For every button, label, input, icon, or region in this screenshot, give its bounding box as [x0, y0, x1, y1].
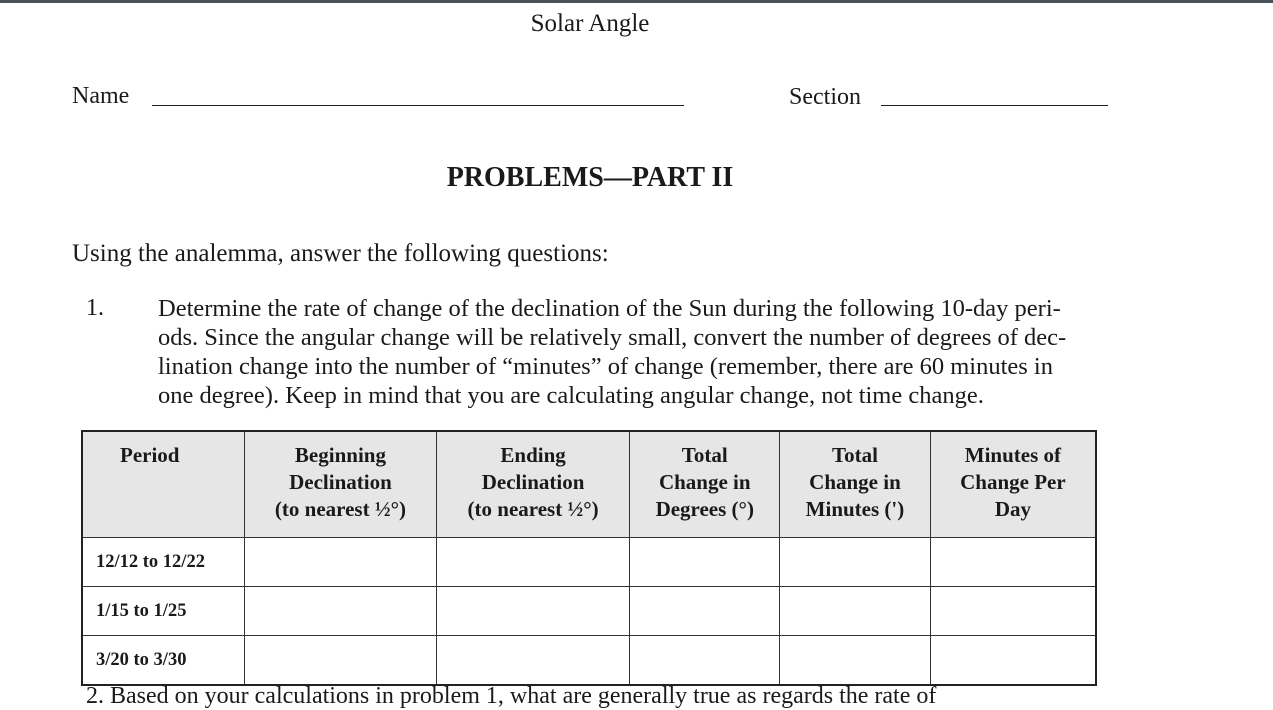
header-total-change-degrees: Total Change in Degrees (°)	[630, 431, 780, 538]
total-change-minutes-cell[interactable]	[780, 538, 931, 587]
header-minutes-per-day: Minutes of Change Per Day	[930, 431, 1096, 538]
beginning-declination-cell[interactable]	[245, 636, 437, 686]
header-ending-declination: Ending Declination (to nearest ½°)	[436, 431, 630, 538]
problems-heading: PROBLEMS—PART II	[446, 162, 734, 193]
intro-instruction: Using the analemma, answer the following questions:	[72, 240, 609, 267]
minutes-per-day-cell[interactable]	[930, 636, 1096, 686]
section-label: Section	[789, 84, 861, 110]
total-change-minutes-cell[interactable]	[780, 587, 931, 636]
total-change-minutes-cell[interactable]	[780, 636, 931, 686]
total-change-degrees-cell[interactable]	[630, 636, 780, 686]
name-label: Name	[72, 83, 130, 109]
total-change-degrees-cell[interactable]	[630, 587, 780, 636]
total-change-degrees-cell[interactable]	[630, 538, 780, 587]
next-question-text: 2. Based on your calculations in problem 1, what are generally true as regards the rate of	[86, 683, 937, 709]
header-total-change-minutes: Total Change in Minutes (')	[780, 431, 931, 538]
period-cell: 3/20 to 3/30	[82, 636, 245, 686]
table-header-row	[82, 431, 1096, 538]
question-text	[158, 294, 1118, 410]
ending-declination-cell[interactable]	[436, 587, 630, 636]
ending-declination-cell[interactable]	[436, 538, 630, 587]
minutes-per-day-cell[interactable]	[930, 538, 1096, 587]
section-blank-line	[881, 105, 1108, 106]
beginning-declination-cell[interactable]	[245, 587, 437, 636]
minutes-per-day-cell[interactable]	[930, 587, 1096, 636]
name-blank-line	[152, 105, 684, 106]
page-header-title: Solar Angle	[530, 10, 650, 37]
table-row	[82, 636, 1096, 686]
question-line: one degree). Keep in mind that you are calculating angular change, not time change.	[158, 382, 984, 409]
next-question-cutoff	[86, 683, 1106, 709]
declination-table	[81, 430, 1097, 686]
header-period: Period	[82, 431, 245, 538]
ending-declination-cell[interactable]	[436, 636, 630, 686]
question-line: ods. Since the angular change will be relatively small, convert the number of degrees of dec-	[158, 324, 1067, 351]
table-row	[82, 587, 1096, 636]
window-top-border	[0, 0, 1273, 3]
question-number: 1.	[86, 295, 104, 321]
period-cell: 12/12 to 12/22	[82, 538, 245, 587]
table-row	[82, 538, 1096, 587]
question-line: lination change into the number of “minutes” of change (remember, there are 60 minutes in	[158, 353, 1053, 380]
beginning-declination-cell[interactable]	[245, 538, 437, 587]
period-cell: 1/15 to 1/25	[82, 587, 245, 636]
question-line: Determine the rate of change of the declination of the Sun during the following 10-day peri-	[158, 295, 1061, 322]
header-beginning-declination: Beginning Declination (to nearest ½°)	[245, 431, 437, 538]
